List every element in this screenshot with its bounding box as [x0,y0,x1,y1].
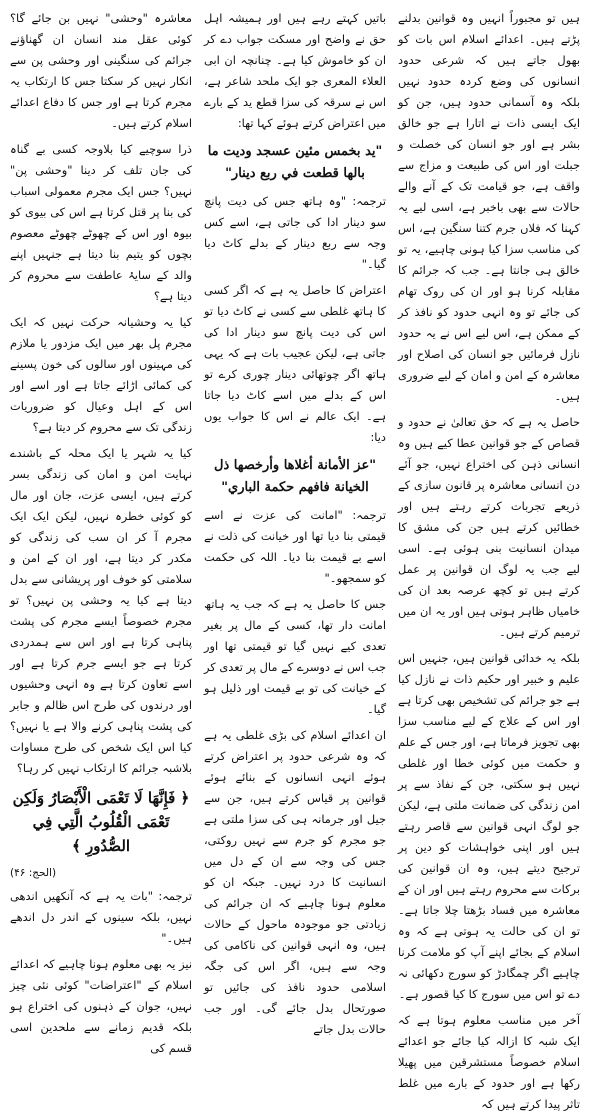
body-paragraph: نیز یہ بھی معلوم ہونا چاہیے کہ اعدائے اسلام کے "اعتراضات" کوئی نئی چیز نہیں، جوان کے ذہنوں کی اختراع ہو بلکہ قدیم زمانے سے ملحدین اسی قسم کی [10,957,192,1055]
text-column-left [398,8,580,1111]
body-paragraph: حاصل یہ ہے کہ حق تعالیٰ نے حدود و قصاص کے جو قوانین عطا کیے ہیں وہ انسانی ذہن کی اختراع نہیں، جو آئے دن انسانی معاشرہ پر قانون سازی کے ذریعے تجربات کرتے رہتے ہیں اور خطائیں کرتے ہیں جن کی مشق کا میدان انسانیت بنی ہوئی ہے۔ اسی لیے جب یہ لوگ ان قوانین پر عمل کرتے ہیں تو کچھ عرصہ بعد ان کی خامیاں ظاہر ہوتی ہیں اور یہ ان میں ترمیم کرتے ہیں۔ [398,415,580,639]
body-paragraph: باتیں کہتے رہے ہیں اور ہمیشہ اہل حق نے واضح اور مسکت جواب دے کر ان کو خاموش کیا ہے۔ چنانچہ ان ابی العلاء المعری جو ایک ملحد شاعر ہے، اس نے سرقہ کی سزا قطع ید کے بارے میں اعتراض کرتے ہوئے کہا تھا: [204,11,386,130]
body-paragraph: ان اعدائے اسلام کی بڑی غلطی یہ ہے کہ وہ شرعی حدود پر اعتراض کرتے ہوئے انہی انسانوں کے بنائے ہوئے قوانین پر قیاس کرتے ہیں، جن سے جیل اور جرمانہ ہی کی سزا ملتی ہے جو مجرم کو جرم سے نہیں روکتی، جس کی وجہ سے ان کے دل میں انسانیت کا درد نہیں۔ جبکہ ان کو معلوم ہونا چاہیے کہ ان جرائم کی زیادتی جو موجودہ ماحول کے حالات ہیں، وہ انہی قوانین کی ناکامی کی وجہ سے ہیں، اگر اس کی جگہ اسلامی حدود نافذ کی جائیں تو صورتحال بدل جائے گی۔ اور جب حالات بدل جاتے [204,728,386,1036]
body-paragraph: جس کا حاصل یہ ہے کہ جب یہ ہاتھ امانت دار تھا، کسی کے مال پر بغیر تعدی کیے نہیں گیا تو قیمتی تھا اور جب اس نے دوسرے کے مال پر تعدی کر کے خیانت کی تو بے قیمت اور ذلیل ہو گیا۔ [204,597,386,716]
body-paragraph: ترجمہ: "امانت کی عزت نے اسے قیمتی بنا دیا تھا اور خیانت کی ذلت نے اسے بے قیمت بنا دیا۔ اللہ کی حکمت کو سمجھو۔" [204,508,386,585]
verse-reference: (الحج: ۴۶) [10,867,57,879]
body-paragraph: بلکہ یہ خدائی قوانین ہیں، جنہیں اس علیم و خبیر اور حکیم ذات نے نازل کیا ہے جو جرائم کی تشخیص بھی کرتا ہے اور اس کے علاج کے لیے مناسب سزا بھی تجویز فرماتا ہے، اور جس کے علم و حکمت میں کوئی خطا اور غلطی نہیں ہو سکتی، جن کے نفاذ سے پر امن زندگی کی ضمانت ملتی ہے، لیکن جو لوگ انہی قوانین سے قاصر رہتے ہیں اور اپنی خواہشات کو دین پر ترجیح دیتے ہیں، وہ ان قوانین کی برکات سے محروم رہتے ہیں اور ان کے معاشرہ میں فساد بڑھتا چلا جاتا ہے۔ تو ان کی حالت یہ ہوتی ہے کہ وہ اسلام کے بجائے اپنے آپ کو ملامت کرنا چاہیے اگر چمگادڑ کو سورج دکھائی نہ دے تو اس میں سورج کا کیا قصور ہے۔ [398,651,580,1001]
body-paragraph: ہیں تو مجبوراً انہیں وہ قوانین بدلنے پڑتے ہیں۔ اعدائے اسلام اس بات کو بھول جاتے ہیں کہ شرعی حدود انسانوں کی وضع کردہ حدود نہیں بلکہ وہ آسمانی حدود ہیں، جن کو ایک ایسی ذات نے اتارا ہے جو خالق بشر ہے اور جو انسان کی خصلت و جبلت اور اس کی طبیعت و مزاج سے واقف ہے، جو قیامت تک کے آنے والے حالات سے بھی باخبر ہے، اسی لیے یہ کہنا کہ فلاں جرم کتنا سنگین ہے، اس کی مناسب سزا کیا ہونی چاہیے، یہ تو خالق ہی جانتا ہے۔ جب کہ جرائم کا مقابلہ کرنا ہو اور ان کی روک تھام کی جائے تو وہ انہی حدود کو نافذ کر کے ممکن ہے، اس لیے اس نے یہ حدود نازل فرمائیں جو انسان کی اصلاح اور معاشرہ کے امن و امان کے لیے ضروری ہیں۔ [398,11,580,403]
body-paragraph: کیا یہ شہر یا ایک محلہ کے باشندے نہایت امن و امان کی زندگی بسر کرتے ہیں، ایسی عزت، جان اور مال کو کوئی خطرہ نہیں، لیکن ایک ایک مجرم آ کر ان سب کی زندگی کو مکدر کر دیتا ہے، اور ان کے امن و سلامتی کو خوف اور پریشانی سے بدل دیتا ہے کیا یہ وحشی پن نہیں؟ تو مجرم خصوصاً ایسے مجرم کی پشت پناہی کرتا ہے اور اس سے ہمدردی کرتا ہے جو ایسے جرم کرتا ہے اور اسے تعاون کرتا ہے وہ انہی وحشیوں اور درندوں کی طرح اس ظالم و جابر کی پشت پناہی کرنے والا ہے یا نہیں؟ کیا اس ایک شخص کی طرح مساوات بلاشبہ جرائم کا ارتکاب نہیں کر رہا؟ [10,446,192,775]
arabic-quotation: "عز الأمانة أغلاها وأرخصها ذل الخيانة فافهم حكمة الباري" [214,458,376,495]
text-column-right [10,8,192,1055]
body-paragraph: ذرا سوچیے کیا بلاوجہ کسی بے گناہ کی جان تلف کر دینا "وحشی پن" نہیں؟ جس ایک مجرم معمولی اسباب کی بنا پر قتل کرتا ہے اس کی بیوی کو بیوہ اور اس کے چھوٹے چھوٹے معصوم بچوں کو یتیم بنا دیتا ہے جنہیں اپنے والد کے سایۂ عاطفت سے محروم کر دیتا ہے؟ [10,142,192,303]
body-paragraph: آخر میں مناسب معلوم ہوتا ہے کہ ایک شبہ کا ازالہ کیا جائے جو اعدائے اسلام خصوصاً مستشرقین میں پھیلا رکھا ہے اور حدود کے بارے میں غلط تاثر پیدا کرتے ہیں کہ [398,1013,580,1111]
text-column-middle [204,8,386,1036]
arabic-quotation: "يد بخمس مئين عسجد وديت ما بالها قطعت في ربع دينار" [207,144,383,181]
body-paragraph: کیا یہ وحشیانہ حرکت نہیں کہ ایک مجرم پل بھر میں ایک مزدور یا ملازم کی مہینوں اور سالوں کی خون پسینے کی کمائی اڑائے جاتا ہے اور اسے اور اس کے اہل وعیال کو ضروریات زندگی تک سے محروم کر دیتا ہے؟ [10,315,192,434]
arabic-quotation: ﴿ فَإِنَّهَا لَا تَعْمَى الْأَبْصَارُ وَلَكِن تَعْمَى الْقُلُوبُ الَّتِي فِي الصُّدُورِ ﴾ [12,789,190,855]
body-paragraph: معاشرہ "وحشی" نہیں بن جائے گا؟ کوئی عقل مند انسان ان گھناؤنے جرائم کی سنگینی اور وحشی پن سے انکار نہیں کر سکتا جس کا ارتکاب یہ مجرم کرتا ہے اور جس کا دفاع اعدائے اسلام کرتے ہیں۔ [10,11,192,130]
body-paragraph: ترجمہ: "وہ ہاتھ جس کی دیت پانچ سو دینار ادا کی جاتی ہے، اسے کس وجہ سے ربع دینار کے بدلے کاٹ دیا گیا۔" [204,194,386,271]
body-paragraph: ترجمہ: "بات یہ ہے کہ آنکھیں اندھی نہیں، بلکہ سینوں کے اندر دل اندھے ہیں۔" [10,889,192,945]
body-paragraph: اعتراض کا حاصل یہ ہے کہ اگر کسی کا ہاتھ غلطی سے کسی نے کاٹ دیا تو اس کی دیت پانچ سو دینار ادا کی جاتی ہے، لیکن عجیب بات ہے کہ یہی ہاتھ اگر چوتھائی دینار چوری کرے تو اس کے بدلے میں اسے کاٹ دیا جاتا ہے۔ ایک عالم نے اس کا جواب یوں دیا: [204,283,386,444]
